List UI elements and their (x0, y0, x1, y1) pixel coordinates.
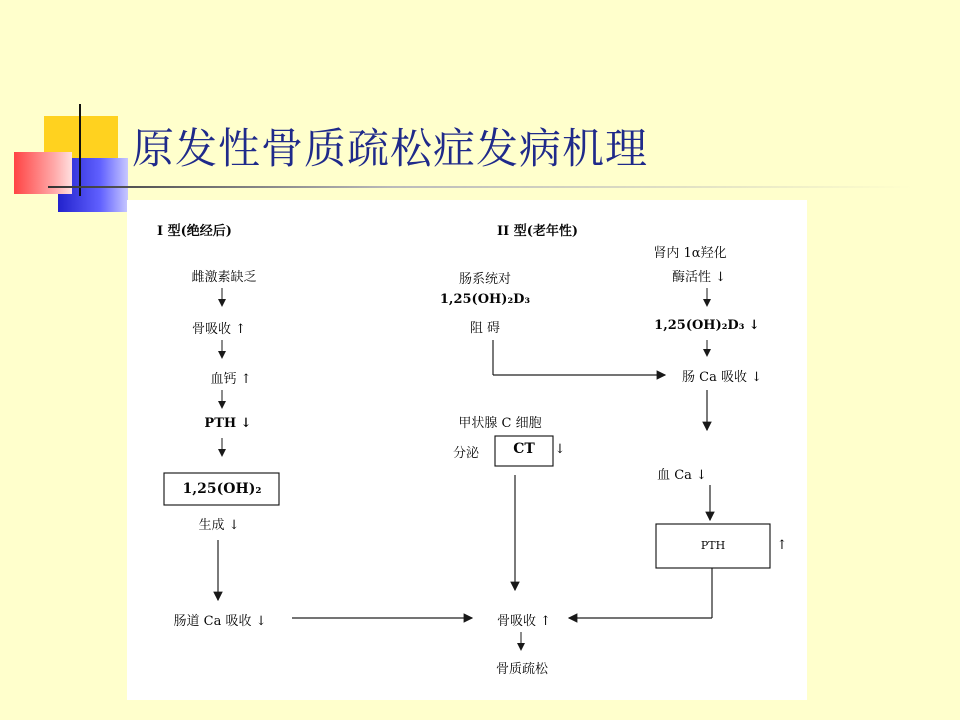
type2-blood-ca: 血 Ca ↓ (657, 468, 707, 483)
type1-bone-resorption: 骨吸收 ↑ (191, 322, 247, 337)
result-bone-resorption: 骨吸收 ↑ (496, 614, 552, 629)
type2-pth-arrow: ↑ (776, 538, 788, 553)
type2-block: 阻 碍 (469, 321, 501, 336)
type2-thyroid-c: 甲状腺 C 细胞 (458, 416, 542, 431)
type1-estrogen: 雌激素缺乏 (191, 270, 257, 285)
type1-gut-ca: 肠道 Ca 吸收 ↓ (173, 614, 267, 629)
type1-blood-calcium: 血钙 ↑ (210, 372, 252, 387)
result-osteoporosis: 骨质疏松 (495, 662, 549, 677)
deco-horizontal-line (48, 186, 912, 188)
type2-125oh2d3-a: 1,25(OH)₂D₃ (439, 292, 531, 307)
slide-title: 原发性骨质疏松症发病机理 (132, 124, 649, 173)
type2-pth: PTH (700, 539, 726, 552)
type2-gut-system: 肠系统对 (458, 272, 512, 287)
type1-header: I 型(绝经后) (157, 224, 232, 239)
type2-enzyme: 酶活性 ↓ (671, 270, 727, 285)
deco-vertical-line (79, 104, 81, 196)
type1-pth: PTH ↓ (204, 416, 252, 431)
type1-125oh2: 1,25(OH)₂ (182, 481, 262, 497)
type2-ct: CT (513, 441, 535, 457)
type2-ct-arrow: ↓ (554, 442, 566, 457)
type2-secrete: 分泌 (452, 446, 480, 461)
type2-header: II 型(老年性) (497, 224, 578, 239)
type1-production: 生成 ↓ (198, 518, 240, 533)
type2-gut-ca: 肠 Ca 吸收 ↓ (682, 370, 762, 385)
type2-kidney-1a: 肾内 1α羟化 (653, 246, 727, 261)
mechanism-diagram (127, 200, 807, 700)
type2-125oh2d3-b: 1,25(OH)₂D₃ ↓ (654, 318, 760, 333)
